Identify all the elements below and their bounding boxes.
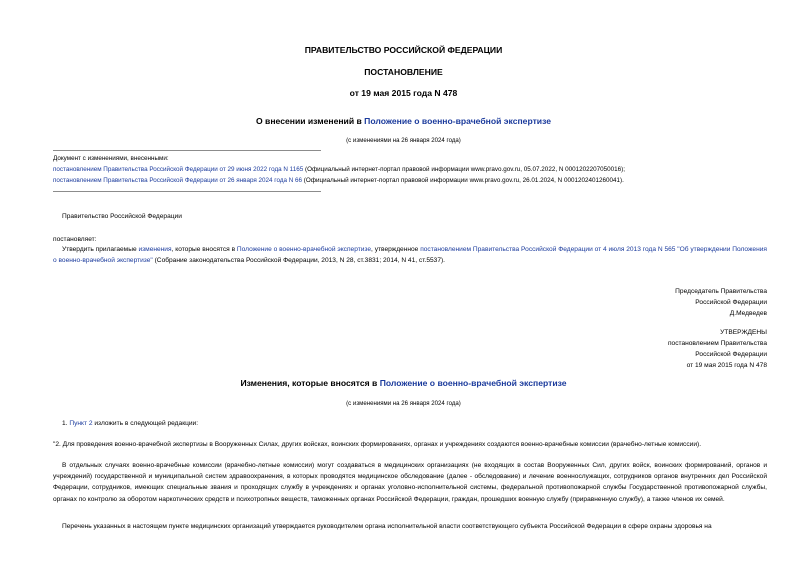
decides-line: постановляет: [53,236,97,243]
changes-title [0,378,807,388]
government-line: Правительство Российской Федерации [62,213,182,220]
amendment-link-2[interactable]: постановлением Правительства Российской Федерации от 26 января 2024 года N 66 [53,177,303,184]
amendment-item [53,164,625,175]
revision-note: (с изменениями на 26 января 2024 года) [346,137,461,144]
amendments-intro: Документ с изменениями, внесенными: [53,155,169,162]
change-item-1: 1. Пункт 2 изложить в следующей редакции: [62,420,199,427]
title-prefix: О внесении изменений в [255,116,365,126]
amendment-source-1: (Официальный интернет-портал правовой информации www.pravo.gov.ru, 05.07.2022, N 0001202207050016); [303,166,625,173]
approved-line: Российской Федерации [695,351,767,358]
document-title [0,116,807,126]
approved-block [668,327,767,371]
approved-line: УТВЕРЖДЕНЫ [720,329,767,336]
amendment-source-2: (Официальный интернет-портал правовой информации www.pravo.gov.ru, 26.01.2024, N 0001202401260041). [302,177,624,184]
changes-link[interactable]: изменения [138,246,172,253]
title-link[interactable]: Положение о военно-врачебной экспертизе [364,116,552,126]
quoted-point-2: "2. Для проведения военно-врачебной экспертизы в Вооруженных Силах, других войсках, воинских формированиях, органах и учреждениях создаются военно-врачебные комиссии (врачебно-летные комиссии). [53,441,702,448]
amendment-item [53,175,624,186]
changes-revision-note: (с изменениями на 26 января 2024 года) [346,400,461,407]
signature-line: Российской Федерации [695,299,767,306]
changes-paragraph-2: В отдельных случаях военно-врачебные комиссии (врачебно-летные комиссии) могут создаваться в медицинских организациях (не входящих в состав Вооруженных Сил, других войск, воинских формирований, органов и учреждений) государственной и муниципальной систем здравоохранения, в которых проводятся медицинское обследование (далее - обследование) и лечение военнослужащих, сотрудников органов внутренних дел Российской Федерации, сотрудников, имеющих специальные звания и проходящих службу в учреждениях и органах уголовно-исполнительной системы, федеральной противопожарной службы Государственной противопожарной службы, органах по контролю за оборотом наркотических средств и психотропных веществ, таможенных органах Российской Федерации, граждан, прошедших военную службу (приравненную службу), а также членов их семей. [53,462,767,503]
signature-block [675,286,767,319]
amendments-top-rule [53,150,321,151]
government-heading: ПРАВИТЕЛЬСТВО РОССИЙСКОЙ ФЕДЕРАЦИИ [304,45,503,55]
resolution-565-link[interactable]: постановлением Правительства Российской Федерации от 4 июля 2013 года N 565 "Об утверждении Положения о военно-врачебной экспертизе" [53,246,767,265]
amendment-link-1[interactable]: постановлением Правительства Российской Федерации от 29 июня 2022 года N 1165 [53,166,304,173]
signature-line: Председатель Правительства [675,288,767,295]
approve-paragraph: Утвердить прилагаемые изменения, которые вносятся в Положение о военно-врачебной экспертизе, утвержденное постановлением Правительства Российской Федерации от 4 июля 2013 года N 565 "Об утверждении Положения о военно-врачебной экспертизе" (Собрание законодательства Российской Федерации, 2013, N 28, ст.3831; 2014, N 41, ст.5537). [53,246,767,265]
changes-paragraph-3: Перечень указанных в настоящем пункте медицинских организаций утверждается руководителем органа исполнительной власти соответствующего субъекта Российской Федерации в сфере охраны здоровья на [62,523,712,530]
changes-title-prefix: Изменения, которые вносятся в [240,378,380,388]
approved-line: постановлением Правительства [667,340,767,347]
doc-type-heading: ПОСТАНОВЛЕНИЕ [364,67,443,77]
point-2-link[interactable]: Пункт 2 [69,420,93,427]
changes-title-link[interactable]: Положение о военно-врачебной экспертизе [379,378,567,388]
amendments-bottom-rule [53,191,321,192]
signature-name: Д.Медведев [729,310,767,317]
regulation-link[interactable]: Положение о военно-врачебной экспертизе [236,246,372,253]
approved-line: от 19 мая 2015 года N 478 [686,362,767,369]
date-number-heading: от 19 мая 2015 года N 478 [349,88,458,98]
